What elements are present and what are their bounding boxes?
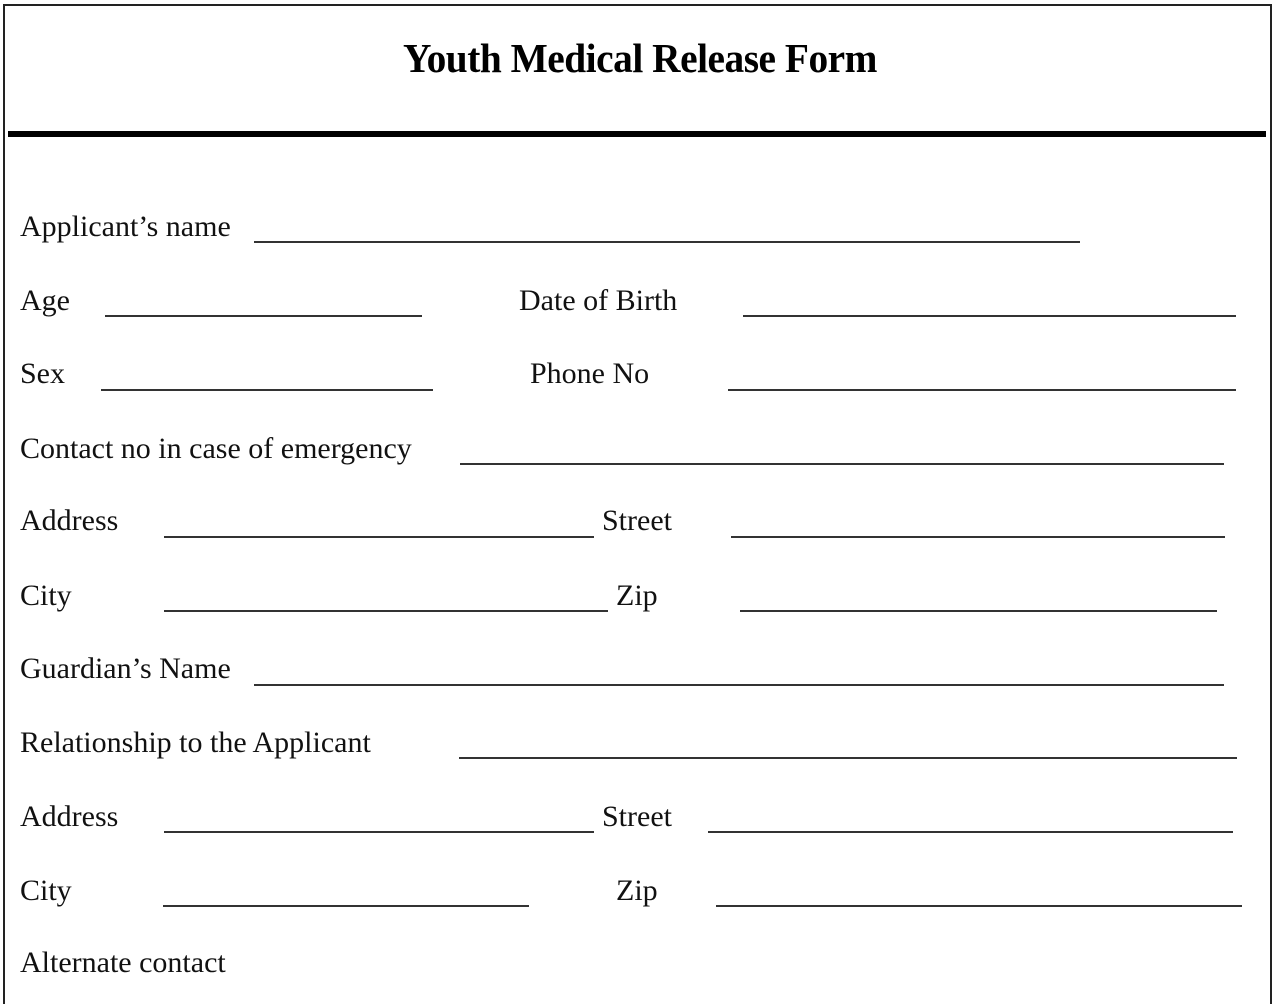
zip-field[interactable] xyxy=(740,610,1217,612)
zip-label: Zip xyxy=(616,579,658,612)
guardian-address-field[interactable] xyxy=(164,831,594,833)
date-of-birth-field[interactable] xyxy=(743,315,1236,317)
age-field[interactable] xyxy=(105,315,422,317)
guardian-zip-label: Zip xyxy=(616,874,658,907)
emergency-contact-label: Contact no in case of emergency xyxy=(20,432,412,465)
street-label: Street xyxy=(602,504,672,537)
guardian-street-field[interactable] xyxy=(708,831,1233,833)
guardian-name-field[interactable] xyxy=(254,684,1224,686)
relationship-field[interactable] xyxy=(459,757,1237,759)
emergency-contact-field[interactable] xyxy=(460,463,1224,465)
city-label: City xyxy=(20,579,72,612)
phone-label: Phone No xyxy=(530,357,650,390)
address-label: Address xyxy=(20,504,119,537)
sex-label: Sex xyxy=(20,357,65,390)
date-of-birth-label: Date of Birth xyxy=(519,284,678,317)
relationship-label: Relationship to the Applicant xyxy=(20,726,371,759)
phone-field[interactable] xyxy=(728,389,1236,391)
alternate-contact-label: Alternate contact xyxy=(20,946,226,979)
guardian-city-label: City xyxy=(20,874,72,907)
street-field[interactable] xyxy=(731,536,1225,538)
title-divider xyxy=(8,131,1266,137)
applicant-name-label: Applicant’s name xyxy=(20,210,231,243)
guardian-name-label: Guardian’s Name xyxy=(20,652,231,685)
form-title: Youth Medical Release Form xyxy=(403,35,877,81)
guardian-address-label: Address xyxy=(20,800,119,833)
address-field[interactable] xyxy=(164,536,594,538)
guardian-zip-field[interactable] xyxy=(716,905,1242,907)
age-label: Age xyxy=(20,284,70,317)
guardian-street-label: Street xyxy=(602,800,672,833)
guardian-city-field[interactable] xyxy=(163,905,529,907)
applicant-name-field[interactable] xyxy=(254,241,1080,243)
city-field[interactable] xyxy=(164,610,608,612)
sex-field[interactable] xyxy=(101,389,433,391)
